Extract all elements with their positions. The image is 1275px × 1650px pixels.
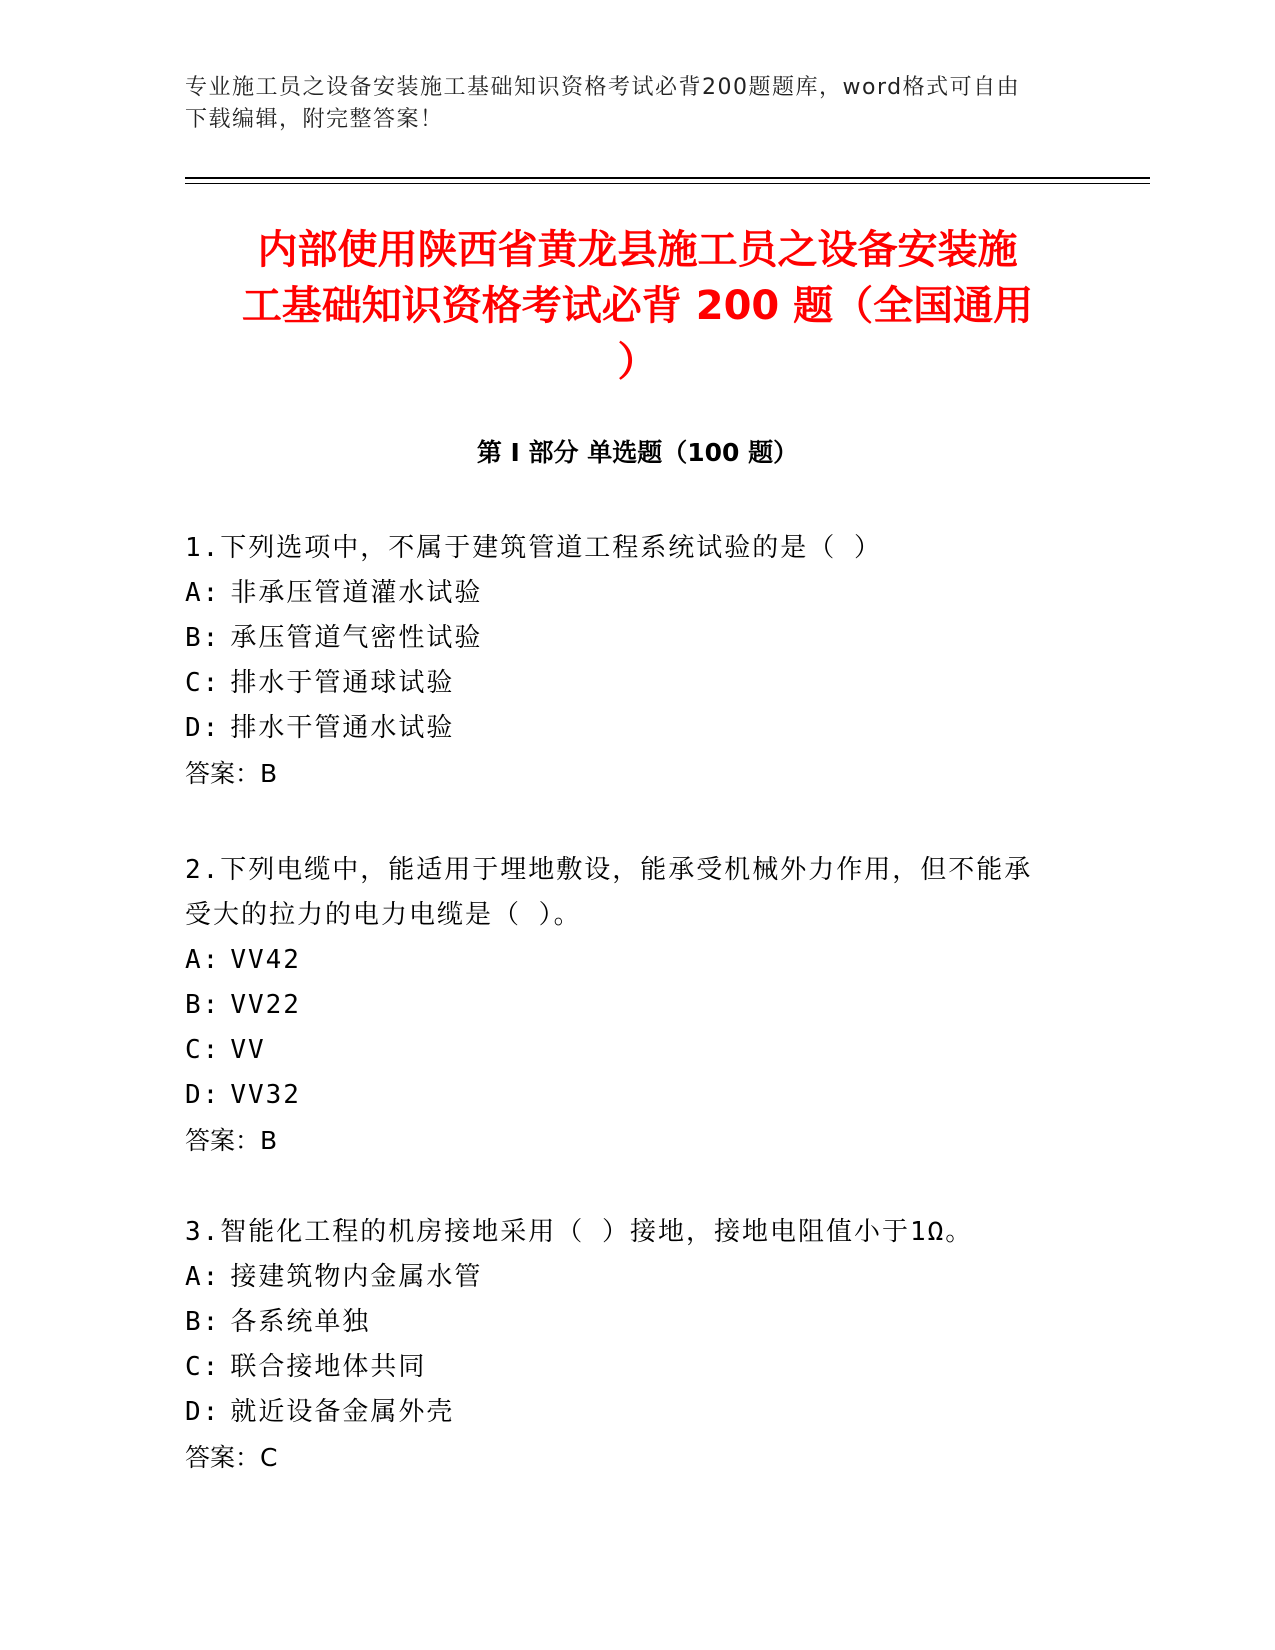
option-text: VV32 bbox=[230, 1080, 301, 1110]
option-label: A: bbox=[185, 1262, 221, 1292]
option-label: A: bbox=[185, 578, 221, 608]
question-text: 1.下列选项中，不属于建筑管道工程系统试验的是（ ） bbox=[185, 533, 882, 563]
option-d bbox=[185, 1390, 1065, 1435]
option-a bbox=[185, 1255, 1065, 1300]
question-2 bbox=[185, 848, 1065, 1163]
option-label: C: bbox=[185, 1035, 221, 1065]
option-text: 各系统单独 bbox=[230, 1307, 371, 1337]
answer-text: 答案：B bbox=[185, 1126, 278, 1155]
option-label: D: bbox=[185, 713, 221, 743]
option-text: 排水于管通球试验 bbox=[230, 668, 455, 698]
question-1 bbox=[185, 526, 1065, 796]
title-line-2: 工基础知识资格考试必背 200 题（全国通用 bbox=[241, 283, 1034, 329]
option-label: C: bbox=[185, 668, 221, 698]
option-label: D: bbox=[185, 1397, 221, 1427]
option-text: VV22 bbox=[230, 990, 301, 1020]
header-divider-bottom bbox=[185, 183, 1150, 184]
question-3 bbox=[185, 1210, 1065, 1480]
answer-text: 答案：C bbox=[185, 1443, 278, 1472]
option-c bbox=[185, 1028, 1065, 1073]
answer-text: 答案：B bbox=[185, 759, 278, 788]
option-a bbox=[185, 571, 1065, 616]
option-text: 联合接地体共同 bbox=[230, 1352, 427, 1382]
option-text: VV42 bbox=[230, 945, 301, 975]
option-text: 排水干管通水试验 bbox=[230, 713, 455, 743]
option-text: 非承压管道灌水试验 bbox=[230, 578, 483, 608]
option-text: 就近设备金属外壳 bbox=[230, 1397, 455, 1427]
option-d bbox=[185, 1073, 1065, 1118]
option-label: A: bbox=[185, 945, 221, 975]
option-b bbox=[185, 983, 1065, 1028]
option-label: D: bbox=[185, 1080, 221, 1110]
title-line-1: 内部使用陕西省黄龙县施工员之设备安装施 bbox=[257, 227, 1018, 273]
option-label: B: bbox=[185, 623, 221, 653]
option-label: B: bbox=[185, 990, 221, 1020]
option-c bbox=[185, 661, 1065, 706]
question-text-line-1: 2.下列电缆中，能适用于埋地敷设，能承受机械外力作用，但不能承 bbox=[185, 855, 1033, 885]
option-text: VV bbox=[230, 1035, 266, 1065]
header-divider-top bbox=[185, 177, 1150, 179]
question-text: 3.智能化工程的机房接地采用（ ）接地，接地电阻值小于1Ω。 bbox=[185, 1217, 974, 1247]
section-heading: 第 I 部分 单选题（100 题） bbox=[476, 438, 799, 467]
option-c bbox=[185, 1345, 1065, 1390]
option-text: 接建筑物内金属水管 bbox=[230, 1262, 483, 1292]
intro-line-2: 下载编辑，附完整答案！ bbox=[185, 107, 444, 132]
option-label: C: bbox=[185, 1352, 221, 1382]
document-title bbox=[190, 222, 1085, 390]
option-b bbox=[185, 616, 1065, 661]
option-a bbox=[185, 938, 1065, 983]
option-b bbox=[185, 1300, 1065, 1345]
intro-paragraph bbox=[185, 72, 1065, 136]
question-text-line-2: 受大的拉力的电力电缆是（ ）。 bbox=[185, 900, 582, 930]
option-text: 承压管道气密性试验 bbox=[230, 623, 483, 653]
intro-line-1: 专业施工员之设备安装施工基础知识资格考试必背200题题库，word格式可自由 bbox=[185, 75, 1021, 100]
option-label: B: bbox=[185, 1307, 221, 1337]
option-d bbox=[185, 706, 1065, 751]
title-line-3: ） bbox=[617, 339, 658, 385]
